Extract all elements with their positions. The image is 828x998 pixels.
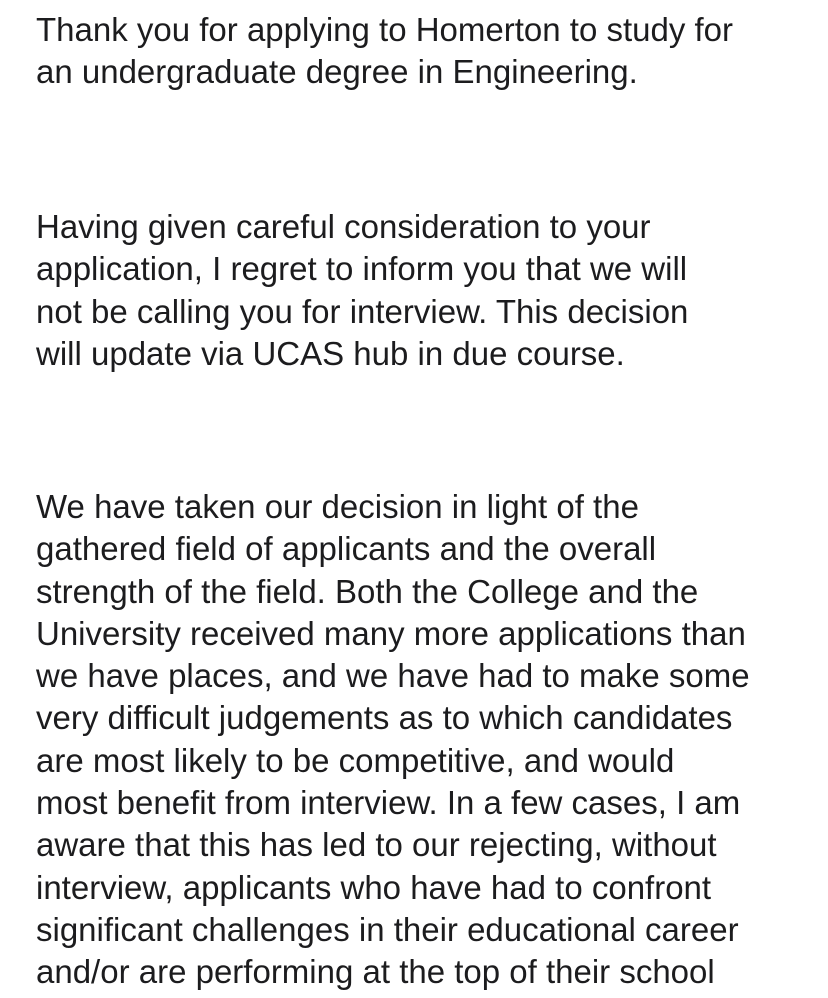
text-line: an undergraduate degree in Engineering.	[36, 53, 638, 91]
text-line: Thank you for applying to Homerton to study for	[36, 11, 734, 48]
text-line: are most likely to be competitive, and would	[36, 741, 675, 779]
text-line: most benefit from interview. In a few cases, I am	[36, 784, 741, 822]
text-line: We have taken our decision in light of the	[36, 488, 639, 525]
text-line: significant challenges in their educational career	[36, 910, 739, 948]
paragraph-explanation	[36, 486, 750, 994]
paragraph-decision	[36, 206, 688, 375]
text-line: aware that this has led to our rejecting, without	[36, 826, 717, 864]
paragraph-thanks	[36, 9, 733, 94]
text-line: not be calling you for interview. This decision	[36, 292, 689, 330]
text-line: interview, applicants who have had to confront	[36, 868, 712, 906]
text-line: we have places, and we have had to make some	[36, 657, 750, 695]
text-line: very difficult judgements as to which candidates	[36, 699, 733, 737]
text-line: gathered field of applicants and the overall	[36, 530, 657, 568]
text-line: application, I regret to inform you that we will	[36, 250, 688, 288]
text-line: strength of the field. Both the College and the	[36, 572, 699, 610]
text-line: University received many more applications than	[36, 614, 746, 652]
text-line: will update via UCAS hub in due course.	[36, 334, 625, 372]
text-line: and/or are performing at the top of their school	[36, 953, 715, 991]
text-line: Having given careful consideration to your	[36, 208, 651, 245]
